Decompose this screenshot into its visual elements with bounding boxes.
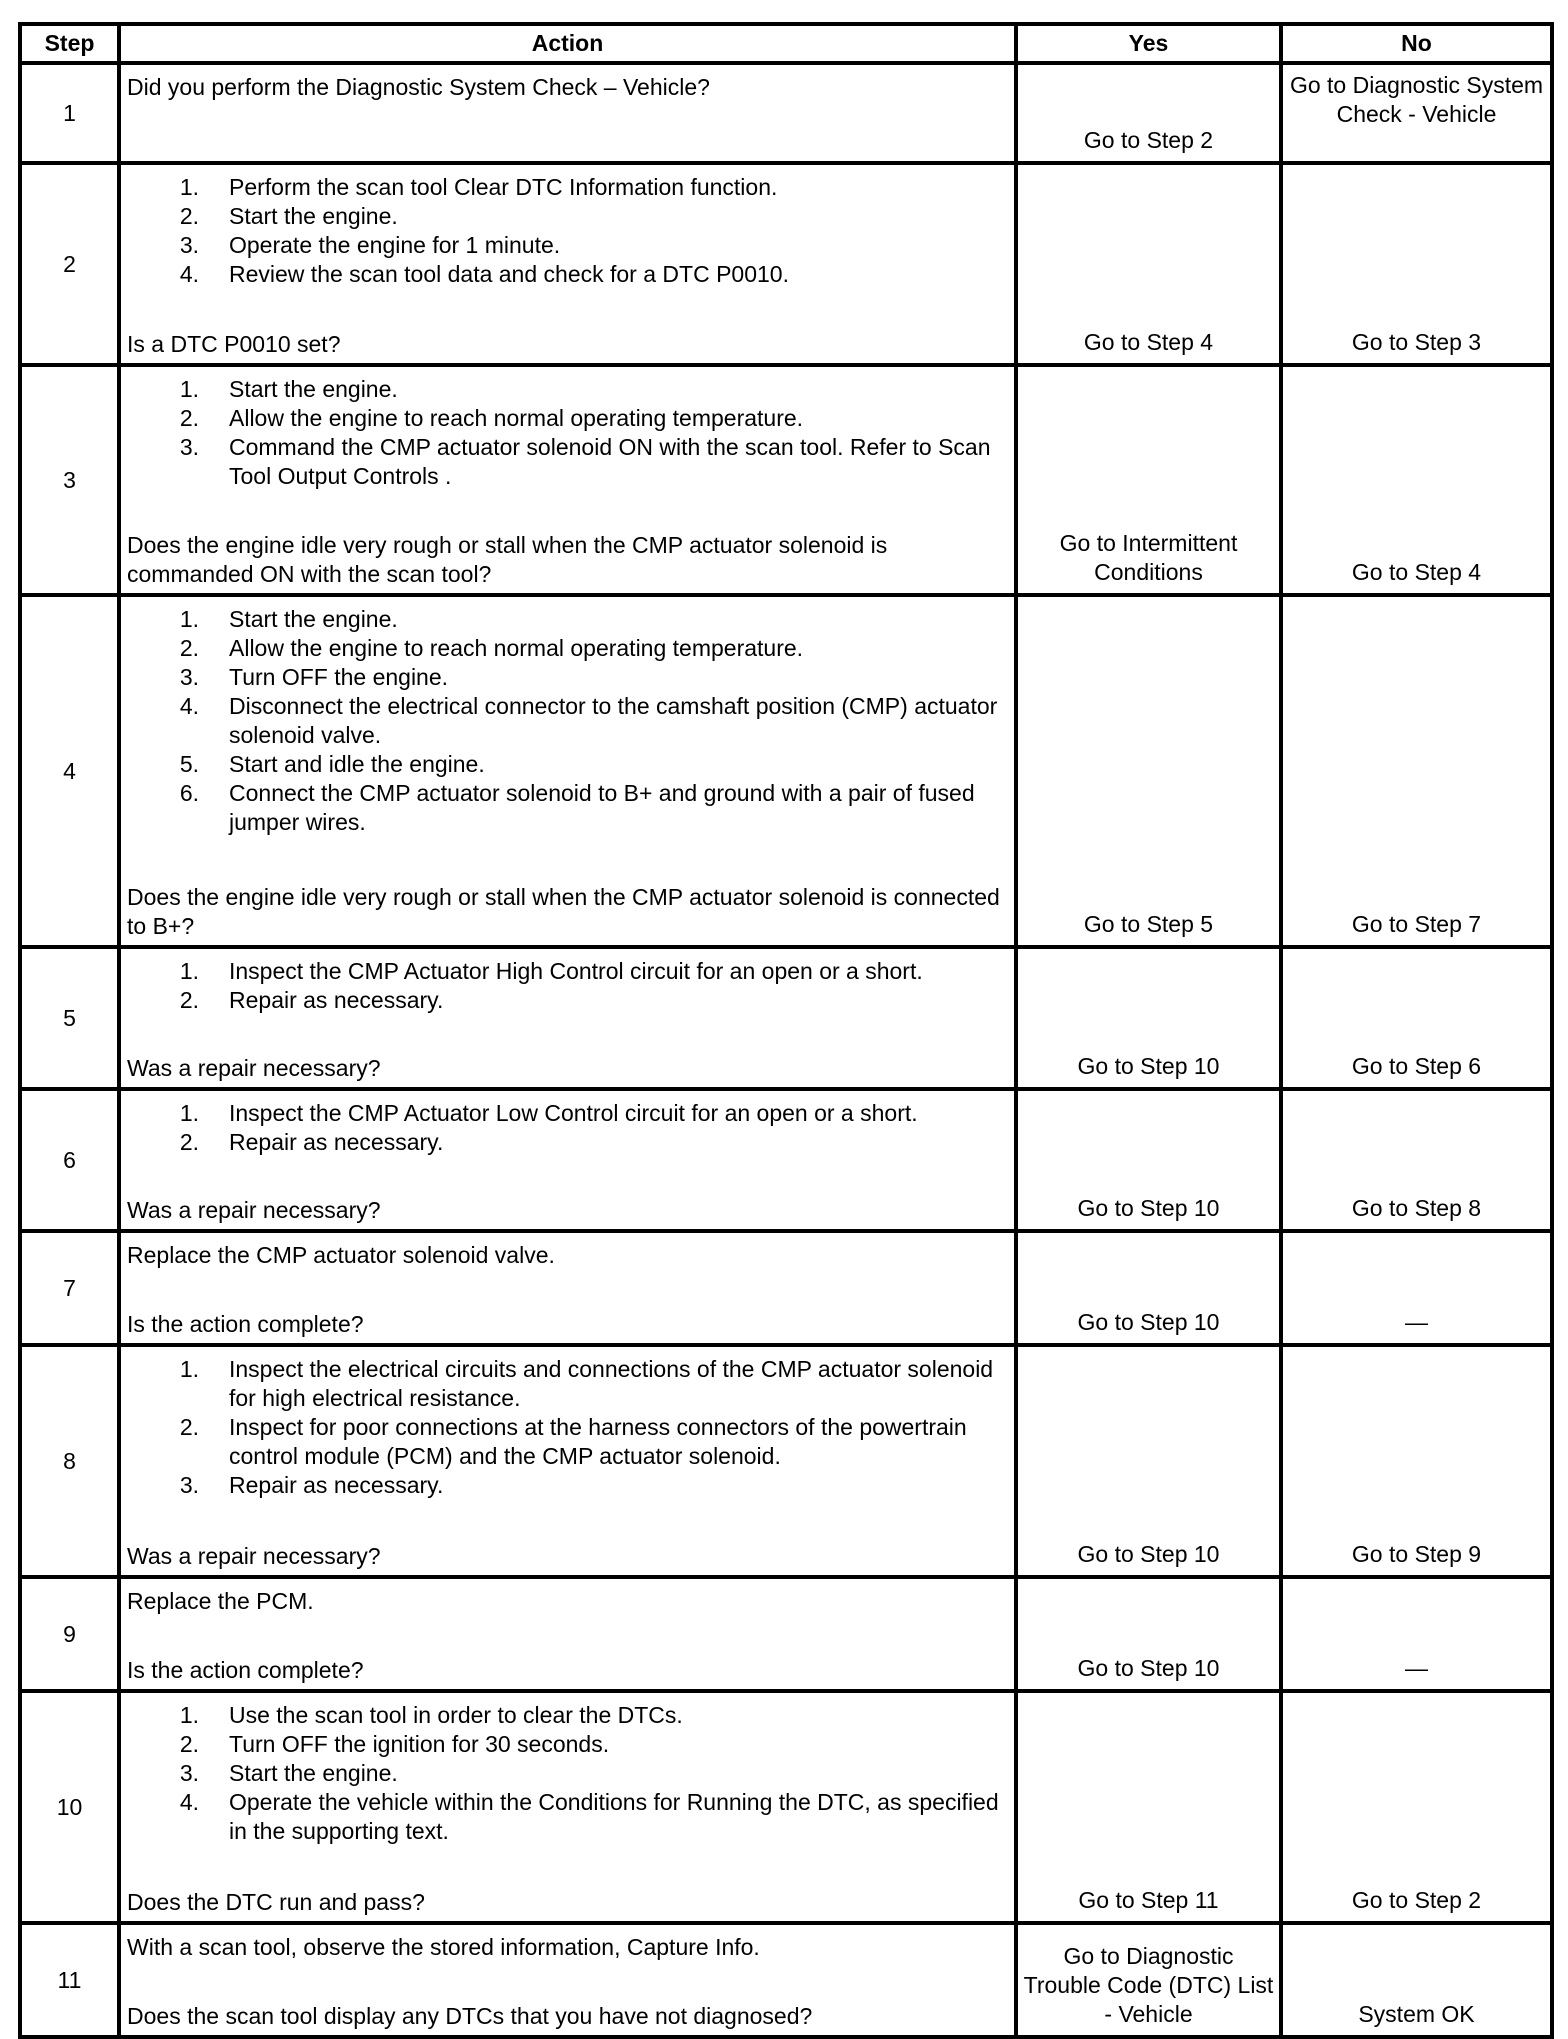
- action-list-item: [127, 231, 1008, 260]
- list-item-text: Use the scan tool in order to clear the DTCs.: [229, 1702, 683, 1728]
- table-row: [20, 63, 1552, 163]
- action-question: Is a DTC P0010 set?: [127, 331, 341, 357]
- action-list: [127, 605, 1008, 837]
- action-question: Does the engine idle very rough or stall when the CMP actuator solenoid is connected to B+?: [127, 884, 1000, 939]
- action-question: Was a repair necessary?: [127, 1055, 381, 1081]
- table-row: [20, 365, 1552, 595]
- action-list: [127, 375, 1008, 491]
- action-question: Was a repair necessary?: [127, 1197, 381, 1223]
- no-result: Go to Step 3: [1281, 163, 1552, 365]
- yes-result: Go to Step 5: [1016, 595, 1281, 947]
- list-item-number: 1.: [179, 1702, 199, 1728]
- no-result: Go to Step 4: [1281, 365, 1552, 595]
- list-item-number: 2.: [179, 203, 199, 229]
- action-list-item: [127, 1128, 1008, 1157]
- yes-result: Go to Step 11: [1016, 1691, 1281, 1923]
- yes-result: Go to Step 4: [1016, 163, 1281, 365]
- action-list-item: [127, 750, 1008, 779]
- action-list-item: [127, 986, 1008, 1015]
- list-item-text: Allow the engine to reach normal operating temperature.: [229, 635, 804, 661]
- action-cell: [119, 1691, 1016, 1923]
- action-list-item: [127, 1730, 1008, 1759]
- list-item-text: Turn OFF the engine.: [229, 664, 449, 690]
- list-item-number: 3.: [179, 434, 199, 460]
- action-list-item: [127, 173, 1008, 202]
- action-list-item: [127, 1471, 1008, 1500]
- list-item-text: Inspect for poor connections at the harness connectors of the powertrain control module (PCM) and the CMP actuator solenoid.: [229, 1414, 967, 1469]
- action-list-item: [127, 957, 1008, 986]
- list-item-text: Inspect the CMP Actuator Low Control circuit for an open or a short.: [229, 1100, 918, 1126]
- list-item-number: 3.: [179, 664, 199, 690]
- no-result: Go to Diagnostic System Check - Vehicle: [1281, 63, 1552, 163]
- step-number: 1: [20, 63, 119, 163]
- yes-result: Go to Step 10: [1016, 1231, 1281, 1345]
- action-list: [127, 1099, 1008, 1157]
- action-cell: [119, 365, 1016, 595]
- header-row: [20, 24, 1552, 63]
- table-row: [20, 595, 1552, 947]
- list-item-number: 1.: [179, 1100, 199, 1126]
- list-item-number: 2.: [179, 1414, 199, 1440]
- header-no: No: [1281, 24, 1552, 63]
- action-list-item: [127, 1099, 1008, 1128]
- action-cell: [119, 947, 1016, 1089]
- list-item-text: Repair as necessary.: [229, 1472, 444, 1498]
- list-item-text: Connect the CMP actuator solenoid to B+ and ground with a pair of fused jumper wires.: [229, 780, 975, 835]
- action-intro: Replace the PCM.: [127, 1588, 314, 1614]
- list-item-number: 1.: [179, 174, 199, 200]
- action-cell: [119, 1345, 1016, 1577]
- list-item-text: Turn OFF the ignition for 30 seconds.: [229, 1731, 610, 1757]
- header-yes: Yes: [1016, 24, 1281, 63]
- no-result: —: [1281, 1231, 1552, 1345]
- list-item-number: 2.: [179, 1731, 199, 1757]
- list-item-text: Operate the engine for 1 minute.: [229, 232, 561, 258]
- list-item-number: 1.: [179, 1356, 199, 1382]
- list-item-text: Start the engine.: [229, 1760, 398, 1786]
- list-item-number: 2.: [179, 635, 199, 661]
- list-item-number: 4.: [179, 1789, 199, 1815]
- action-question: Is the action complete?: [127, 1311, 364, 1337]
- action-cell: [119, 1577, 1016, 1691]
- table-row: [20, 1345, 1552, 1577]
- list-item-text: Repair as necessary.: [229, 987, 444, 1013]
- list-item-text: Review the scan tool data and check for a DTC P0010.: [229, 261, 789, 287]
- list-item-number: 1.: [179, 376, 199, 402]
- yes-result: Go to Step 10: [1016, 1089, 1281, 1231]
- list-item-number: 3.: [179, 232, 199, 258]
- action-question: Was a repair necessary?: [127, 1543, 381, 1569]
- action-question: Does the DTC run and pass?: [127, 1889, 425, 1915]
- step-number: 8: [20, 1345, 119, 1577]
- list-item-text: Perform the scan tool Clear DTC Information function.: [229, 174, 778, 200]
- table-row: [20, 947, 1552, 1089]
- table-row: [20, 1089, 1552, 1231]
- list-item-text: Operate the vehicle within the Conditions for Running the DTC, as specified in the supporting text.: [229, 1789, 999, 1844]
- action-list-item: [127, 1759, 1008, 1788]
- list-item-text: Inspect the CMP Actuator High Control circuit for an open or a short.: [229, 958, 923, 984]
- action-intro: Did you perform the Diagnostic System Check – Vehicle?: [127, 74, 710, 100]
- list-item-text: Command the CMP actuator solenoid ON with the scan tool. Refer to Scan Tool Output Controls .: [229, 434, 991, 489]
- action-list-item: [127, 663, 1008, 692]
- yes-result: Go to Step 2: [1016, 63, 1281, 163]
- list-item-number: 3.: [179, 1472, 199, 1498]
- list-item-text: Repair as necessary.: [229, 1129, 444, 1155]
- header-step: Step: [20, 24, 119, 63]
- list-item-number: 1.: [179, 958, 199, 984]
- table-row: [20, 1577, 1552, 1691]
- action-list: [127, 1355, 1008, 1500]
- action-cell: [119, 1923, 1016, 2037]
- step-number: 9: [20, 1577, 119, 1691]
- action-list-item: [127, 202, 1008, 231]
- header-action: Action: [119, 24, 1016, 63]
- step-number: 11: [20, 1923, 119, 2037]
- action-list: [127, 1701, 1008, 1846]
- list-item-text: Disconnect the electrical connector to the camshaft position (CMP) actuator solenoid valve.: [229, 693, 998, 748]
- yes-result: Go to Intermittent Conditions: [1016, 365, 1281, 595]
- action-list-item: [127, 1413, 1008, 1471]
- table-row: [20, 1691, 1552, 1923]
- list-item-number: 2.: [179, 1129, 199, 1155]
- table-row: [20, 1923, 1552, 2037]
- yes-result: Go to Step 10: [1016, 1577, 1281, 1691]
- action-list-item: [127, 779, 1008, 837]
- list-item-number: 2.: [179, 987, 199, 1013]
- no-result: Go to Step 6: [1281, 947, 1552, 1089]
- action-question: Does the engine idle very rough or stall when the CMP actuator solenoid is commanded ON with the scan tool?: [127, 532, 888, 587]
- list-item-text: Start and idle the engine.: [229, 751, 485, 777]
- action-question: Does the scan tool display any DTCs that you have not diagnosed?: [127, 2003, 813, 2029]
- list-item-text: Allow the engine to reach normal operating temperature.: [229, 405, 804, 431]
- no-result: —: [1281, 1577, 1552, 1691]
- action-cell: [119, 595, 1016, 947]
- action-list-item: [127, 375, 1008, 404]
- list-item-text: Inspect the electrical circuits and connections of the CMP actuator solenoid for high electrical resistance.: [229, 1356, 994, 1411]
- action-list-item: [127, 433, 1008, 491]
- step-number: 5: [20, 947, 119, 1089]
- action-cell: [119, 63, 1016, 163]
- action-list-item: [127, 1788, 1008, 1846]
- action-cell: [119, 1231, 1016, 1345]
- list-item-text: Start the engine.: [229, 376, 398, 402]
- no-result: Go to Step 8: [1281, 1089, 1552, 1231]
- list-item-text: Start the engine.: [229, 203, 398, 229]
- action-intro: With a scan tool, observe the stored information, Capture Info.: [127, 1934, 760, 1960]
- step-number: 3: [20, 365, 119, 595]
- action-list-item: [127, 605, 1008, 634]
- no-result: Go to Step 7: [1281, 595, 1552, 947]
- table-row: [20, 1231, 1552, 1345]
- no-result: Go to Step 2: [1281, 1691, 1552, 1923]
- list-item-number: 5.: [179, 751, 199, 777]
- action-cell: [119, 1089, 1016, 1231]
- action-list-item: [127, 692, 1008, 750]
- action-list-item: [127, 404, 1008, 433]
- list-item-number: 4.: [179, 693, 199, 719]
- action-list: [127, 957, 1008, 1015]
- list-item-number: 6.: [179, 780, 199, 806]
- action-intro: Replace the CMP actuator solenoid valve.: [127, 1242, 555, 1268]
- yes-result: Go to Step 10: [1016, 1345, 1281, 1577]
- action-list-item: [127, 1355, 1008, 1413]
- action-question: Is the action complete?: [127, 1657, 364, 1683]
- step-number: 10: [20, 1691, 119, 1923]
- action-list: [127, 173, 1008, 289]
- diagnostic-table: [18, 22, 1554, 2039]
- yes-result: Go to Diagnostic Trouble Code (DTC) List - Vehicle: [1016, 1923, 1281, 2037]
- step-number: 4: [20, 595, 119, 947]
- action-list-item: [127, 260, 1008, 289]
- action-list-item: [127, 1701, 1008, 1730]
- list-item-number: 2.: [179, 405, 199, 431]
- action-list-item: [127, 634, 1008, 663]
- list-item-number: 3.: [179, 1760, 199, 1786]
- action-cell: [119, 163, 1016, 365]
- no-result: System OK: [1281, 1923, 1552, 2037]
- table-body: [20, 63, 1552, 2037]
- step-number: 6: [20, 1089, 119, 1231]
- table-row: [20, 163, 1552, 365]
- step-number: 7: [20, 1231, 119, 1345]
- step-number: 2: [20, 163, 119, 365]
- list-item-number: 4.: [179, 261, 199, 287]
- list-item-text: Start the engine.: [229, 606, 398, 632]
- yes-result: Go to Step 10: [1016, 947, 1281, 1089]
- list-item-number: 1.: [179, 606, 199, 632]
- no-result: Go to Step 9: [1281, 1345, 1552, 1577]
